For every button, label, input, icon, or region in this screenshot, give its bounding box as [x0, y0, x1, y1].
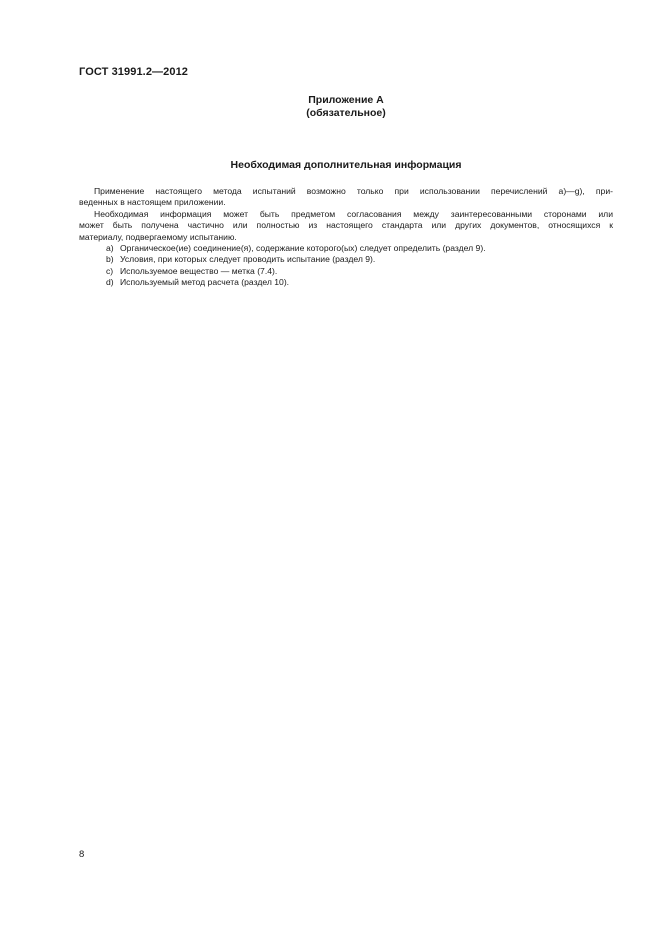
list-text: Используемое вещество — метка (7.4). [120, 265, 278, 276]
page-number: 8 [79, 849, 85, 860]
list-item [79, 277, 613, 288]
paragraph-2 [79, 209, 613, 243]
list-marker: a) [106, 243, 114, 254]
list-text: Органическое(ие) соединение(я), содержание которого(ых) следует определить (раздел 9). [120, 243, 486, 254]
list-item [79, 266, 613, 277]
annex-heading [79, 94, 613, 120]
document-header-standard-number: ГОСТ 31991.2—2012 [79, 66, 189, 78]
list-text: Используемый метод расчета (раздел 10). [120, 277, 290, 288]
annex-status: (обязательное) [306, 107, 386, 119]
body-text [79, 186, 613, 289]
list-text: Условия, при которых следует проводить испытание (раздел 9). [120, 254, 376, 265]
paragraph-line: веденных в настоящем приложении. [79, 197, 226, 208]
paragraph-1 [79, 186, 613, 209]
list-item [79, 254, 613, 265]
list-marker: c) [106, 265, 114, 276]
paragraph-line: Необходимая информация может быть предметом согласования между заинтересованными сторонами или [94, 208, 613, 219]
paragraph-line: Применение настоящего метода испытаний возможно только при использовании перечислений а)—g), при- [94, 186, 613, 196]
paragraph-line: может быть получена частично или полностью из настоящего стандарта или других документов, относящихся к [79, 220, 613, 231]
annex-title: Приложение А [308, 94, 384, 106]
list-marker: d) [106, 277, 114, 288]
paragraph-line: материалу, подвергаемому испытанию. [79, 231, 237, 242]
section-title: Необходимая дополнительная информация [230, 159, 462, 171]
list-item [79, 243, 613, 254]
list-marker: b) [106, 254, 114, 265]
